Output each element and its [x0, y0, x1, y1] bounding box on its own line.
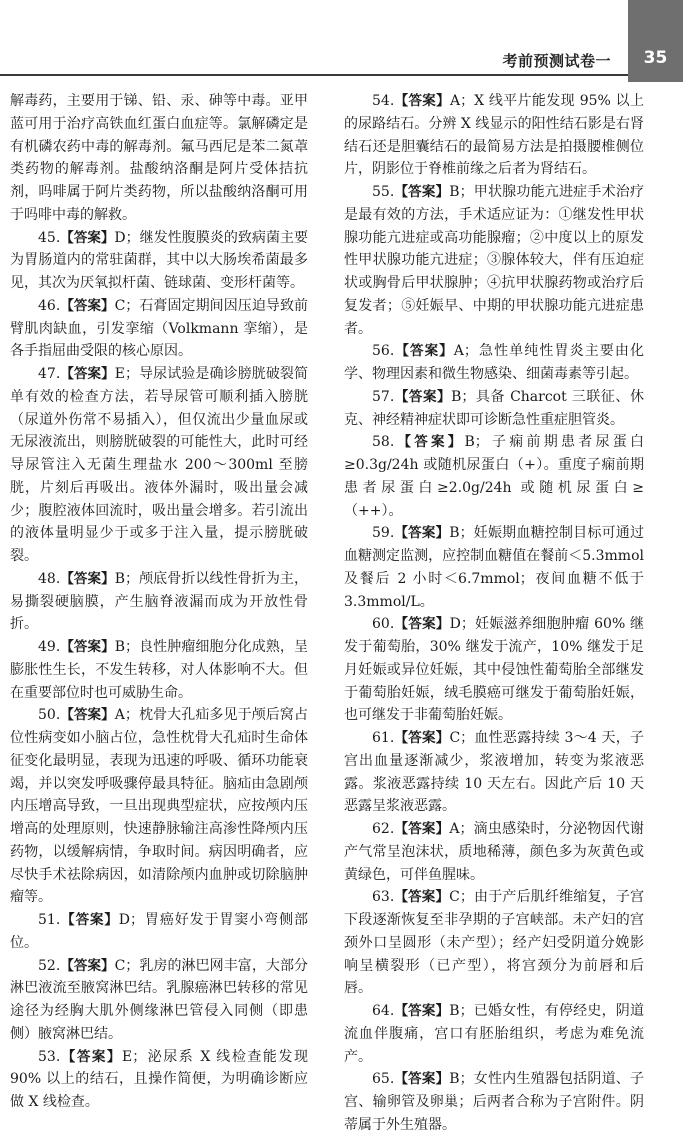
- answer-item-45: [10, 227, 308, 295]
- answer-text: B；良性肿瘤细胞分化成熟，呈膨胀性生长，不发生转移，对人体影响不大。但在重要部位时也可威胁生命。: [10, 639, 309, 701]
- answer-text: D；继发性腹膜炎的致病菌主要为胃肠道内的常驻菌群，其中以大肠埃希菌最多见，其次为厌氧拟杆菌、链球菌、变形杆菌等。: [10, 229, 308, 291]
- answer-tag: 【答案】: [394, 1003, 450, 1019]
- answer-text: D；妊娠滋养细胞肿瘤 60% 继发于葡萄胎，30% 继发于流产，10% 继发于足月妊娠或异位妊娠，其中侵蚀性葡萄胎全部继发于葡萄胎妊娠，绒毛膜癌可继发于葡萄胎妊娠，也可继发于非葡萄胎妊娠。: [344, 616, 644, 724]
- answer-text: D；胃癌好发于胃窦小弯侧部位。: [10, 912, 308, 951]
- answer-tag: 【答案】: [394, 93, 450, 109]
- answer-item-55: [344, 181, 644, 340]
- answer-tag: 【答案】: [394, 1071, 450, 1088]
- answer-text: C；由于产后肌纤维缩复，子宫下段逐渐恢复至非孕期的子宫峡部。未产妇的宫颈外口呈圆形（未产型）；经产妇受阴道分娩影响呈横裂形（已产型），将宫颈分为前唇和后唇。: [344, 889, 644, 997]
- answer-tag: 【答案】: [394, 388, 452, 405]
- continued-paragraph: 解毒药，主要用于锑、铅、汞、砷等中毒。亚甲蓝可用于治疗高铁血红蛋白血症等。氯解磷定是有机磷农药中毒的解毒剂。氟马西尼是苯二氮䓬类药物的解毒剂。盐酸纳洛酮是阿片受体拮抗剂，吗啡属于阿片类药物，所以盐酸纳洛酮可用于吗啡中毒的解救。: [10, 93, 308, 223]
- question-number: 53.: [38, 1048, 61, 1065]
- question-number: 58.: [372, 434, 395, 451]
- question-number: 47.: [38, 366, 61, 382]
- answer-item-54: [344, 90, 644, 181]
- answer-item-64: [344, 1000, 644, 1068]
- answer-tag: 【答案】: [60, 570, 115, 587]
- answer-item-60: [344, 613, 644, 727]
- answer-text: C；石膏固定期间因压迫导致前臂肌肉缺血，引发挛缩（Volkmann 挛缩），是各手指屈曲受限的核心原因。: [10, 297, 309, 360]
- question-number: 52.: [38, 957, 61, 974]
- question-number: 65.: [372, 1071, 395, 1088]
- answer-item-56: [344, 340, 644, 386]
- left-column: [10, 90, 308, 1114]
- answer-text: A；枕骨大孔疝多见于颅后窝占位性病变如小脑占位，急性枕骨大孔疝时生命体征变化最明显，表现为迅速的呼吸、循环功能衰竭，并以突发呼吸骤停最具特征。脑疝由急剧颅内压增高导致，一旦出现典型症状，应按颅内压增高的处理原则，快速静脉输注高渗性降颅内压药物，以缓解病情，争取时间。病因明确者，应尽快手术祛除病因，如清除颅内血肿或切除脑肿瘤等。: [10, 707, 308, 906]
- answer-tag: 【答案】: [60, 1048, 122, 1065]
- question-number: 62.: [372, 821, 395, 837]
- answer-item-65: [344, 1068, 644, 1136]
- answer-text: E；导尿试验是确诊膀胱破裂简单有效的检查方法，若导尿管可顺利插入膀胱（尿道外伤常不易插入），但仅流出少量血尿或无尿液流出，则膀胱破裂的可能性大，此时可经导尿管注入无菌生理盐水 200～300ml 至膀胱，片刻后再吸出。液体外漏时，吸出量会减少；腹腔液体回流时，吸出量会增多。若引流出的液体量明显少于或多于注入量，提示膀胱破裂。: [10, 366, 308, 564]
- header-title: 考前预测试卷一: [502, 52, 611, 70]
- page-number-tab: [628, 0, 683, 82]
- answer-text: B；已婚女性，有停经史，阴道流血伴腹痛，宫口有胚胎组织，考虑为难免流产。: [344, 1003, 644, 1065]
- answer-item-49: [10, 636, 308, 704]
- answer-tag: 【答案】: [60, 707, 115, 724]
- answer-tag: 【答案】: [394, 730, 450, 746]
- question-number: 49.: [38, 639, 61, 655]
- answer-tag: 【答案】: [394, 525, 450, 542]
- answer-text: B；颅底骨折以线性骨折为主，易撕裂硬脑膜，产生脑脊液漏而成为开放性骨折。: [10, 570, 309, 633]
- page-number: 35: [643, 48, 668, 68]
- answer-item-61: [344, 727, 644, 818]
- question-number: 48.: [38, 570, 61, 587]
- question-number: 59.: [372, 525, 395, 542]
- answer-text: A；急性单纯性胃炎主要由化学、物理因素和微生物感染、细菌毒素等引起。: [344, 343, 644, 382]
- answer-item-50: [10, 704, 308, 909]
- answer-tag: 【答案】: [60, 366, 115, 382]
- answer-tag: 【答案】: [60, 957, 115, 974]
- answer-tag: 【答案】: [394, 821, 450, 837]
- answer-tag: 【答案】: [394, 616, 450, 633]
- question-number: 61.: [372, 730, 395, 746]
- answer-text: B；具备 Charcot 三联征、休克、神经精神症状即可诊断急性重症胆管炎。: [344, 388, 644, 428]
- answer-text: A；滴虫感染时，分泌物因代谢产气常呈泡沫状，质地稀薄，颜色多为灰黄色或黄绿色，可伴鱼腥味。: [344, 821, 644, 883]
- question-number: 64.: [372, 1003, 395, 1019]
- question-number: 46.: [38, 297, 61, 314]
- answer-text: B；甲状腺功能亢进症手术治疗是最有效的方法，手术适应证为：①继发性甲状腺功能亢进症或高功能腺瘤；②中度以上的原发性甲状腺功能亢进症；③腺体较大，伴有压迫症状或胸骨后甲状腺肿；④抗甲状腺药物或治疗后复发者；⑤妊娠早、中期的甲状腺功能亢进症患者。: [344, 184, 644, 337]
- question-number: 60.: [372, 616, 395, 633]
- answer-item-51: [10, 909, 308, 955]
- question-number: 55.: [372, 184, 395, 200]
- answer-item-59: [344, 522, 644, 613]
- answer-text: B；女性内生殖器包括阴道、子宫、输卵管及卵巢；后两者合称为子宫附件。阴蒂属于外生殖器。: [344, 1071, 644, 1133]
- answer-text: A；X 线平片能发现 95% 以上的尿路结石。分辨 X 线显示的阳性结石影是右肾结石还是胆囊结石的最简易方法是拍摄腰椎侧位片，阴影位于脊椎前缘之后者为肾结石。: [344, 93, 645, 178]
- answer-text: E；泌尿系 X 线检查能发现 90% 以上的结石，且操作简便，为明确诊断应做 X 线检查。: [10, 1048, 308, 1110]
- header-rule: [0, 74, 628, 76]
- answer-tag: 【答案】: [60, 912, 119, 928]
- question-number: 45.: [38, 229, 61, 246]
- answer-item-46: [10, 295, 308, 363]
- answer-text: B；子痫前期患者尿蛋白≥0.3g/24h 或随机尿蛋白（+）。重度子痫前期患者尿蛋白≥2.0g/24h 或随机尿蛋白≥（++）。: [344, 434, 644, 519]
- answer-item-52: [10, 955, 308, 1046]
- question-number: 50.: [38, 707, 61, 724]
- answer-tag: 【答案】: [394, 434, 465, 451]
- answer-tag: 【答案】: [60, 639, 115, 655]
- question-number: 51.: [38, 912, 61, 928]
- question-number: 54.: [372, 93, 395, 109]
- answer-item-57: [344, 386, 644, 432]
- answer-text: B；妊娠期血糖控制目标可通过血糖测定监测，应控制血糖值在餐前＜5.3mmol 及餐后 2 小时＜6.7mmol；夜间血糖不低于 3.3mmol/L。: [344, 525, 644, 610]
- answer-item-47: [10, 363, 308, 568]
- answer-tag: 【答案】: [60, 297, 115, 314]
- answer-item-48: [10, 568, 308, 636]
- answer-item-63: [344, 886, 644, 1000]
- answer-text: C；血性恶露持续 3～4 天，子宫出血量逐渐减少，浆液增加，转变为浆液恶露。浆液恶露持续 10 天左右。因此产后 10 天恶露呈浆液恶露。: [344, 730, 644, 815]
- answer-tag: 【答案】: [394, 889, 450, 906]
- question-number: 57.: [372, 388, 395, 405]
- right-column: [344, 90, 644, 1137]
- answer-item-58: [344, 431, 644, 522]
- question-number: 56.: [372, 343, 395, 360]
- answer-tag: 【答案】: [60, 229, 115, 246]
- question-number: 63.: [372, 889, 395, 906]
- page-header: [0, 0, 683, 82]
- answer-item-62: [344, 818, 644, 886]
- answer-tag: 【答案】: [394, 343, 454, 360]
- answer-item-53: [10, 1046, 308, 1114]
- answer-text: C；乳房的淋巴网丰富，大部分淋巴液流至腋窝淋巴结。乳腺癌淋巴转移的常见途径为经胸大肌外侧缘淋巴管侵入同侧（即患侧）腋窝淋巴结。: [10, 957, 309, 1042]
- answer-tag: 【答案】: [394, 184, 450, 200]
